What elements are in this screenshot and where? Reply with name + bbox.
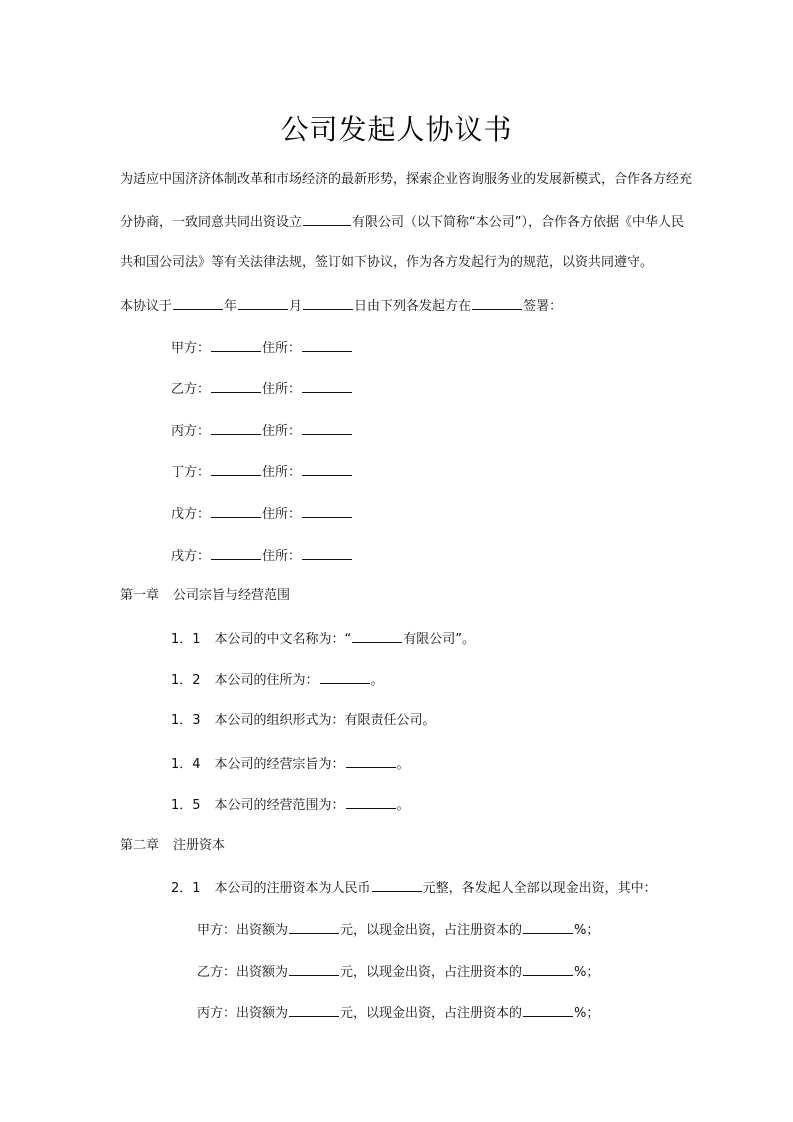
amount-blank xyxy=(289,920,339,934)
clause-text: 本公司的中文名称为：“ xyxy=(214,632,352,647)
preamble-line-1: 为适应中国济济体制改革和市场经济的最新形势，探索企业咨询服务业的发展新模式，合作各方经充 xyxy=(120,172,693,187)
clause-text: 。 xyxy=(370,673,384,688)
capital-blank xyxy=(372,878,422,892)
percent-blank xyxy=(523,920,573,934)
clause-row xyxy=(171,712,436,730)
clause-row xyxy=(171,878,657,898)
residence-label: 住所： xyxy=(262,382,302,397)
clause-text: 本公司的住所为： xyxy=(214,673,319,688)
document-title: 公司发起人协议书 xyxy=(280,113,513,146)
clause-number: 1．3 xyxy=(171,713,201,728)
percent-blank xyxy=(523,1003,573,1017)
place-blank xyxy=(472,296,522,310)
party-label: 戌方： xyxy=(171,549,211,564)
clause-row xyxy=(171,795,410,815)
chapter-heading xyxy=(120,837,225,855)
signing-suffix: 签署： xyxy=(523,299,563,314)
day-blank xyxy=(303,296,353,310)
party-row xyxy=(171,504,353,524)
fill-blank xyxy=(320,670,370,684)
residence-blank xyxy=(302,462,352,476)
party-row xyxy=(171,421,353,441)
clause-number: 1．4 xyxy=(171,757,201,772)
clause-number: 2．1 xyxy=(171,881,201,896)
party-name-blank xyxy=(211,504,261,518)
residence-blank xyxy=(302,338,352,352)
party-row xyxy=(171,546,353,566)
party-name-blank xyxy=(211,338,261,352)
residence-blank xyxy=(302,546,352,560)
amount-blank xyxy=(289,962,339,976)
residence-label: 住所： xyxy=(262,549,302,564)
preamble-text: 分协商，一致同意共同出资设立 xyxy=(120,215,303,230)
party-name-blank xyxy=(211,379,261,393)
chapter-title: 公司宗旨与经营范围 xyxy=(173,588,291,603)
contribution-label: 乙方：出资额为 xyxy=(197,965,289,980)
party-name-blank xyxy=(211,462,261,476)
contribution-text: %； xyxy=(574,965,600,980)
clause-text: 。 xyxy=(396,798,410,813)
preamble-text: 有限公司（以下简称“本公司”），合作各方依据《中华人民 xyxy=(352,215,684,230)
clause-text: 本公司的经营范围为： xyxy=(214,798,345,813)
signing-prefix: 本协议于 xyxy=(120,299,173,314)
contribution-text: 元，以现金出资，占注册资本的 xyxy=(340,1006,523,1021)
party-row xyxy=(171,338,353,358)
party-name-blank xyxy=(211,546,261,560)
party-label: 乙方： xyxy=(171,382,211,397)
fill-blank xyxy=(352,629,402,643)
percent-blank xyxy=(523,962,573,976)
contribution-text: 元，以现金出资，占注册资本的 xyxy=(340,923,523,938)
party-row xyxy=(171,379,353,399)
year-blank xyxy=(173,296,223,310)
amount-blank xyxy=(289,1003,339,1017)
clause-number: 1．1 xyxy=(171,632,201,647)
month-blank xyxy=(238,296,288,310)
party-label: 戊方： xyxy=(171,507,211,522)
clause-text: 。 xyxy=(396,757,410,772)
residence-blank xyxy=(302,421,352,435)
day-text: 日由下列各发起方在 xyxy=(354,299,472,314)
clause-row xyxy=(171,629,475,649)
preamble-line-3: 共和国公司法》等有关法律法规，签订如下协议，作为各方发起行为的规范，以资共同遵守。 xyxy=(120,255,654,270)
contribution-text: 元，以现金出资，占注册资本的 xyxy=(340,965,523,980)
contribution-row xyxy=(197,1003,599,1023)
preamble-line-2 xyxy=(120,212,684,232)
company-name-blank xyxy=(303,212,351,226)
clause-text: 有限公司”。 xyxy=(403,632,476,647)
month-label: 月 xyxy=(289,299,303,314)
clause-text: 本公司的注册资本为人民币 xyxy=(214,881,371,896)
signing-line xyxy=(120,296,562,316)
residence-label: 住所： xyxy=(262,424,302,439)
party-name-blank xyxy=(211,421,261,435)
residence-label: 住所： xyxy=(262,341,302,356)
party-label: 丁方： xyxy=(171,465,211,480)
year-label: 年 xyxy=(224,299,238,314)
clause-text: 本公司的组织形式为：有限责任公司。 xyxy=(214,713,436,728)
residence-label: 住所： xyxy=(262,507,302,522)
residence-blank xyxy=(302,504,352,518)
clause-number: 1．5 xyxy=(171,798,201,813)
clause-row xyxy=(171,670,384,690)
clause-number: 1．2 xyxy=(171,673,201,688)
contribution-label: 丙方：出资额为 xyxy=(197,1006,289,1021)
contribution-row xyxy=(197,920,599,940)
contribution-row xyxy=(197,962,599,982)
residence-label: 住所： xyxy=(262,465,302,480)
contribution-text: %； xyxy=(574,923,600,938)
party-row xyxy=(171,462,353,482)
chapter-number: 第一章 xyxy=(120,588,160,603)
clause-text: 元整，各发起人全部以现金出资，其中： xyxy=(422,881,657,896)
fill-blank xyxy=(346,795,396,809)
party-label: 丙方： xyxy=(171,424,211,439)
contribution-label: 甲方：出资额为 xyxy=(197,923,289,938)
party-label: 甲方： xyxy=(171,341,211,356)
residence-blank xyxy=(302,379,352,393)
chapter-number: 第二章 xyxy=(120,838,160,853)
contribution-text: %； xyxy=(574,1006,600,1021)
fill-blank xyxy=(346,754,396,768)
chapter-heading xyxy=(120,587,290,605)
clause-text: 本公司的经营宗旨为： xyxy=(214,757,345,772)
chapter-title: 注册资本 xyxy=(173,838,226,853)
clause-row xyxy=(171,754,410,774)
